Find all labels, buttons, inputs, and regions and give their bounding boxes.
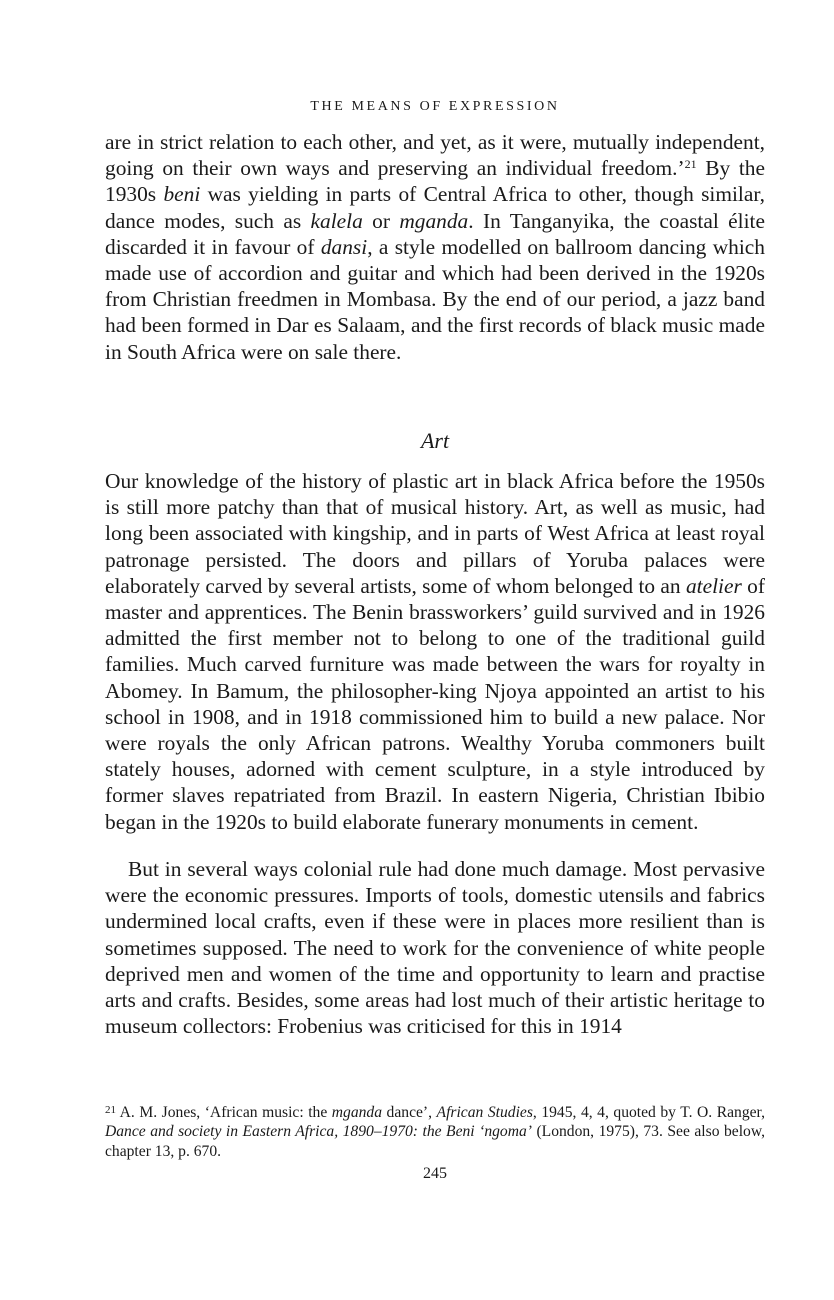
italic-title: African Studies bbox=[436, 1104, 533, 1121]
text-run: or bbox=[362, 208, 400, 233]
text-run: By the 1930s bbox=[105, 156, 765, 207]
text-run: But in several ways colonial rule had done much damage. Most pervasive were the economic pressures. Imports of tools, domestic utensils and fabrics undermined local crafts, even if these were in places more resilient than is sometimes supposed. The need to work for the convenience of white people deprived men and women of the time and opportunity to learn and practise arts and crafts. Besides, some areas had lost much of their artistic heritage to museum collectors: Frobenius was criticised for this in 1914 bbox=[105, 857, 765, 1039]
text-run: A. M. Jones, ‘African music: the bbox=[116, 1104, 332, 1121]
footnote-reference: 21 bbox=[684, 157, 697, 172]
paragraph-colonial-damage bbox=[105, 856, 765, 1039]
italic-title: Dance and society in Eastern Africa, 1890–1970: the Beni ‘ngoma’ bbox=[105, 1123, 532, 1141]
italic-term: atelier bbox=[685, 573, 742, 598]
paragraph-text bbox=[105, 129, 765, 365]
paragraph-text bbox=[105, 468, 765, 835]
text-run: . In Tanganyika, the coastal élite discarded it in favour of bbox=[105, 208, 765, 259]
italic-term: beni bbox=[163, 182, 201, 207]
italic-term: dansi bbox=[320, 234, 368, 259]
italic-term: mganda bbox=[399, 208, 469, 233]
section-heading: Art bbox=[420, 428, 450, 453]
text-run: , 1945, 4, 4, quoted by T. O. Ranger, bbox=[532, 1104, 766, 1121]
running-head: THE MEANS OF EXPRESSION bbox=[310, 99, 560, 114]
paragraph-art-intro bbox=[105, 468, 765, 835]
paragraph-text bbox=[105, 856, 765, 1039]
text-run: of master and apprentices. The Benin brassworkers’ guild survived and in 1926 admitted the first member not to belong to one of the traditional guild families. Much carved furniture was made between the wars for royalty in Abomey. In Bamum, the philosopher-king Njoya appointed an artist to his school in 1908, and in 1918 commissioned him to build a new palace. Nor were royals the only African patrons. Wealthy Yoruba commoners built stately houses, adorned with cement sculpture, in a style introduced by former slaves repatriated from Brazil. In eastern Nigeria, Christian Ibibio began in the 1920s to build elaborate funerary monuments in cement. bbox=[105, 573, 765, 834]
italic-term: kalela bbox=[310, 208, 363, 233]
text-run: was yielding in parts of Central Africa to other, though similar, dance modes, such as bbox=[105, 182, 765, 233]
paragraph-music-continued bbox=[105, 129, 765, 365]
text-run: are in strict relation to each other, and yet, as it were, mutually independent, going on their own ways and preserving an individual freedom.’ bbox=[105, 130, 765, 181]
text-run: (London, 1975), 73. See also below, chapter 13, p. 670. bbox=[105, 1123, 765, 1160]
page-number: 245 bbox=[423, 1165, 447, 1182]
footnote-number: 21 bbox=[105, 1104, 116, 1116]
footnote bbox=[105, 1103, 765, 1161]
text-run: , a style modelled on ballroom dancing which made use of accordion and guitar and which had been derived in the 1920s from Christian freedmen in Mombasa. By the end of our period, a jazz band had been formed in Dar es Salaam, and the first records of black music made in South Africa were on sale there. bbox=[105, 234, 765, 364]
italic-term: mganda bbox=[331, 1104, 383, 1121]
text-run: dance’, bbox=[382, 1104, 437, 1121]
text-run: Our knowledge of the history of plastic art in black Africa before the 1950s is still more patchy than that of musical history. Art, as well as music, had long been associated with kingship, and in parts of West Africa at least royal patronage persisted. The doors and pillars of Yoruba palaces were elaborately carved by several artists, some of whom belonged to an bbox=[105, 469, 765, 598]
